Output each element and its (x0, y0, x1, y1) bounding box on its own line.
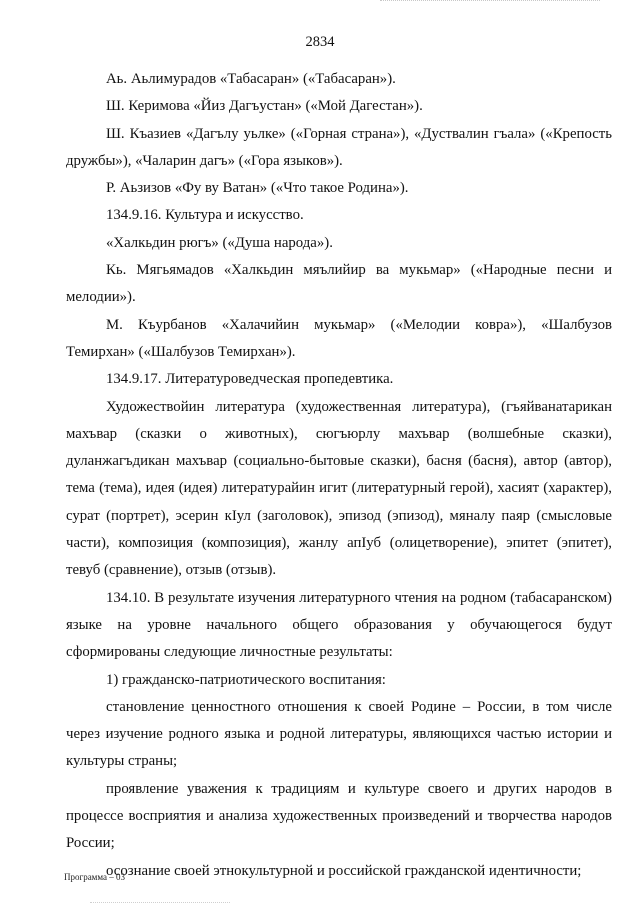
paragraph: Кь. Мягьямадов «Халкьдин мяълийир ва мукьмар» («Народные песни и мелодии»). (66, 262, 612, 306)
section-heading: 134.9.17. Литературоведческая пропедевтика. (106, 371, 394, 388)
section-heading: 134.9.16. Культура и искусство. (106, 207, 304, 224)
scan-edge-top (380, 0, 600, 4)
paragraph: М. Къурбанов «Халачийин мукьмар» («Мелодии ковра»), «Шалбузов Темирхан» («Шалбузов Темирхан»). (66, 316, 612, 360)
paragraph: Художествойин литература (художественная литература), (гъяйванатарикан махъвар (сказки о животных), сюгъюрлу махъвар (волшебные сказки), дуланжагъдикан махъвар (социально-бытовые сказки), басня (басня), автор (автор), тема (тема), идея (идея) литературайин игит (литературный герой), хасият (характер), сурат (портрет), эсерин кIул (заголовок), эпизод (эпизод), мяналу паяр (смысловые части), композиция (композиция), жанлу апIуб (олицетворение), эпитет (эпитет), тевуб (сравнение), отзыв (отзыв). (66, 398, 612, 579)
paragraph: становление ценностного отношения к своей Родине – России, в том числе через изучение родного языка и родной литературы, являющихся частью истории и культуры страны; (66, 698, 612, 770)
paragraph: проявление уважения к традициям и культуре своего и других народов в процессе восприятия и анализа художественных произведений и творчества народов России; (66, 780, 612, 852)
list-heading: 1) гражданско-патриотического воспитания: (106, 671, 386, 688)
paragraph: Аь. Аьлимурадов «Табасаран» («Табасаран»). (106, 71, 396, 87)
paragraph: 134.10. В результате изучения литературного чтения на родном (табасаранском) языке на уровне начального общего образования у обучающегося будут сформированы следующие личностные результаты: (66, 589, 612, 661)
paragraph: Р. Аьзизов «Фу ву Ватан» («Что такое Родина»). (106, 180, 409, 197)
page-footer: Программа – 03 (64, 872, 126, 882)
paragraph: Ш. Къазиев «Дагълу уьлке» («Горная страна»), «Дуствалин гъала» («Крепость дружбы»), «Чаларин дагъ» («Гора языков»). (66, 125, 612, 169)
scan-edge-bottom (90, 900, 230, 903)
document-body (66, 66, 612, 885)
paragraph: Ш. Керимова «Йиз Дагъустан» («Мой Дагестан»). (106, 98, 423, 115)
paragraph: «Халкьдин рюгъ» («Душа народа»). (106, 234, 333, 251)
paragraph: осознание своей этнокультурной и российской гражданской идентичности; (106, 862, 582, 879)
page-number: 2834 (305, 34, 335, 50)
